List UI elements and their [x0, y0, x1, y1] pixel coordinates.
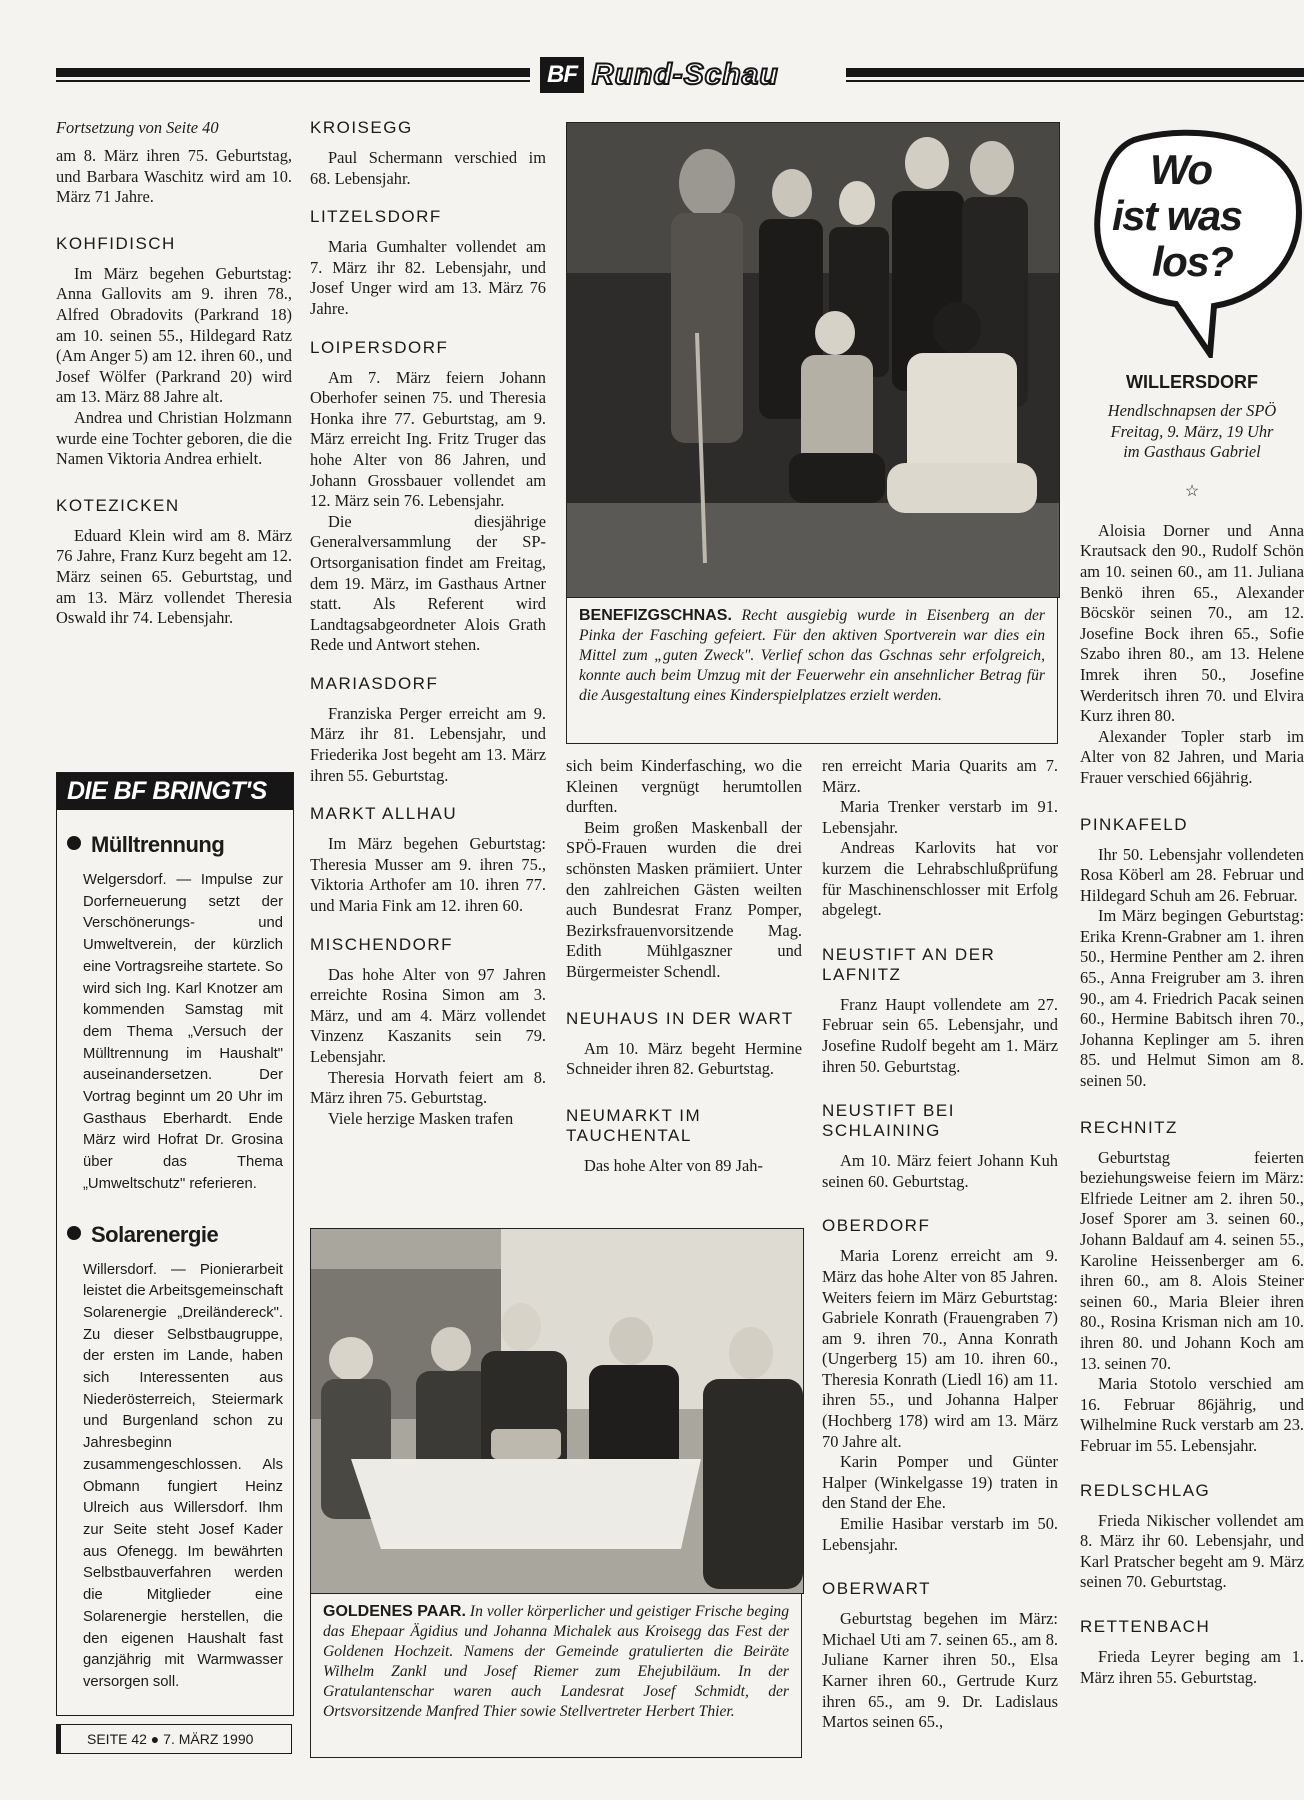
- article-text: Frieda Nikischer vollendet am 8. März ihr 60. Lebensjahr, und Karl Pratscher begeht am 9. März seinen 70. Geburtstag.: [1080, 1510, 1304, 1592]
- page-footer: SEITE 42 ● 7. MÄRZ 1990: [56, 1724, 292, 1754]
- article-text: sich beim Kinderfasching, wo die Kleinen vergnügt herumtollen durften.: [566, 756, 802, 817]
- article-text: am 8. März ihren 75. Geburtstag, und Barbara Waschitz wird am 10. März 71 Jahre.: [56, 146, 292, 207]
- section-neuhaus: NEUHAUS IN DER WART: [566, 1008, 794, 1028]
- star-icon: ☆: [1184, 482, 1200, 500]
- section-neumarkt: NEUMARKT IM TAUCHENTAL: [566, 1105, 702, 1145]
- section-pinkafeld: PINKAFELD: [1080, 814, 1188, 834]
- article-text: Im März begehen Geburtstag: Anna Gallovits am 9. ihren 78., Alfred Obradovits (Parkrand 18) am 10. seinen 55., Hildegard Ratz (Am Anger 5) am 12. ihren 60., und Josef Wölfer (Parkrand 20) wird am 13. März 88 Jahre alt.: [56, 263, 292, 407]
- bringts-item-title: Solarenergie: [67, 1222, 293, 1248]
- bringts-item-text: Welgersdorf. — Impulse zur Dorferneuerung setzt der Verschönerungs- und Umweltverein, der kürzlich eine Vortragsreihe startete. So wird sich Ing. Karl Knotzer am kommenden Samstag mit dem Thema „Versuch der Mülltrennung im Haushalt" auseinandersetzen. Der Vortrag beginnt um 20 Uhr im Gasthaus Eberhardt. Ende März wird Hofrat Dr. Grosina über das Thema „Umweltschutz" referieren.: [83, 872, 283, 1192]
- article-text: Franziska Perger erreicht am 9. März ihr 81. Lebensjahr, und Friederika Jost begeht am 13. März ihren 55. Geburtstag.: [310, 703, 546, 785]
- section-neustift-schlaining: NEUSTIFT BEI SCHLAINING: [822, 1101, 955, 1141]
- caption-text: Recht ausgiebig wurde in Eisenberg an der Pinka der Fasching gefeiert. Für den aktiven Sportverein war dies ein Mittel zum „guten Zweck". Verlief schon das Gschnas sehr erfolgreich, konnte auch beim Umzug mit der Feuerwehr ein ansehnlicher Betrag für die Ausgestaltung eines Kinderspielplatzes erzielt werden.: [579, 607, 1046, 704]
- article-text: Aloisia Dorner und Anna Krautsack den 90., Rudolf Schön am 10. seinen 60., am 11. Juliana Benkö ihren 65., Alexander Böcskör seinen 70., am 12. Josefine Bock ihren 65., Sofie Szabo ihren 80., am 13. Helene Imrek ihren 50., Josefine Werderitsch ihren 70. und Elvira Kurz ihren 80.: [1080, 520, 1304, 726]
- bf-logo: BF: [540, 57, 584, 93]
- article-text: Das hohe Alter von 89 Jah-: [584, 1155, 763, 1175]
- event-detail: im Gasthaus Gabriel: [1123, 442, 1261, 462]
- section-kroisegg: KROISEGG: [310, 118, 413, 137]
- caption-title: BENEFIZGSCHNAS.: [579, 607, 732, 624]
- event-title: WILLERSDORF: [1126, 372, 1258, 392]
- article-text: Ihr 50. Lebensjahr vollendeten Rosa Köberl am 28. Februar und Hildegard Schuh am 26. Februar.: [1080, 844, 1304, 905]
- bf-bringts-box: [56, 772, 294, 1716]
- section-kotezicken: KOTEZICKEN: [56, 495, 180, 515]
- bubble-line: ist was: [1112, 192, 1242, 239]
- article-text: Geburtstag begehen im März: Michael Uti am 7. seinen 65., am 8. Juliane Karner ihren 50., Elsa Karner ihren 60., Gertrude Kurz ihren 65., am 9. Dr. Ladislaus Martos seinen 65.,: [822, 1609, 1058, 1732]
- article-text: Maria Gumhalter vollendet am 7. März ihr 82. Lebensjahr, und Josef Unger wird am 13. März 76 Jahre.: [310, 237, 546, 318]
- section-rechnitz: RECHNITZ: [1080, 1117, 1178, 1137]
- section-kohfidisch: KOHFIDISCH: [56, 233, 176, 253]
- article-text: Am 7. März feiern Johann Oberhofer seinen 75. und Theresia Honka ihre 77. Geburtstag, am 9. März erreicht Ing. Fritz Truger das hohe Alter von 86 Jahren, und Johann Grossbauer vollendet am 12. März sein 76. Lebensjahr.: [310, 367, 546, 511]
- article-text: Am 10. März begeht Hermine Schneider ihren 82. Geburtstag.: [566, 1038, 802, 1079]
- photo-caption-benefizgschnas: [566, 598, 1058, 744]
- article-text: Viele herzige Masken trafen: [328, 1108, 514, 1128]
- article-text: ren erreicht Maria Quarits am 7. März.: [822, 756, 1058, 796]
- bubble-line: Wo: [1150, 146, 1212, 193]
- article-text: Frieda Leyrer beging am 1. März ihren 55. Geburtstag.: [1080, 1646, 1304, 1687]
- bullet-icon: [67, 1226, 81, 1240]
- photo-benefizgschnas: [566, 122, 1060, 598]
- event-detail: Hendlschnapsen der SPÖ: [1107, 401, 1277, 420]
- event-detail: Freitag, 9. März, 19 Uhr: [1110, 421, 1274, 441]
- section-mariasdorf: MARIASDORF: [310, 673, 439, 693]
- column-5: [1080, 372, 1304, 1688]
- article-text: Franz Haupt vollendete am 27. Februar sein 65. Lebensjahr, und Josefine Rudolf begeht am 1. März ihren 50. Geburtstag.: [822, 994, 1058, 1076]
- caption-title: GOLDENES PAAR.: [323, 1603, 466, 1620]
- column-4: [822, 756, 1058, 1733]
- article-text: Im März begehen Geburtstag: Theresia Musser am 9. ihren 75., Viktoria Arthofer am 10. ihren 77. und Maria Fink am 12. ihren 60.: [310, 834, 546, 916]
- article-text: Andrea und Christian Holzmann wurde eine Tochter geboren, die die Namen Viktoria Andrea erhielt.: [56, 407, 292, 469]
- column-3: [566, 756, 802, 1176]
- article-text: Beim großen Maskenball der SPÖ-Frauen wurden die drei schönsten Masken prämiiert. Unter den zahlreichen Gästen weilten auch Bundesrat Franz Pomper, Bezirksfrauenvorsitzende Mag. Edith Mühlgaszner und Bürgermeister Schendl.: [566, 817, 802, 981]
- caption-text: In voller körperlicher und geistiger Frische beging das Ehepaar Ägidius und Johanna Michalek aus Kroisegg das Fest der Goldenen Hochzeit. Namens der Gemeinde gratulierten die Beiräte Wilhelm Zankl und Josef Riemer zum Ehejubiläum. In der Gratulantenschar waren auch Landesrat Josef Schmidt, der Ortsvorsitzende Manfred Thier sowie Stellvertreter Herbert Thier.: [323, 1603, 789, 1720]
- section-rettenbach: RETTENBACH: [1080, 1616, 1211, 1636]
- article-text: Maria Stotolo verschied am 16. Februar 86jährig, und Wilhelmine Ruck verstarb am 23. Februar im 55. Lebensjahr.: [1080, 1374, 1304, 1455]
- wo-ist-was-los-bubble: [1094, 128, 1304, 358]
- section-oberwart: OBERWART: [822, 1579, 931, 1599]
- article-text: Im März begingen Geburtstag: Erika Krenn-Grabner am 1. ihren 50., Hermine Penther am 2. ihren 65., Anna Freigruber am 3. ihren 90., am 4. Friedrich Pacak seinen 60., Hermine Babitsch ihren 70., Johanna Keplinger am 5. ihren 85. und Helmut Simon am 8. seinen 50.: [1080, 906, 1304, 1091]
- section-mischendorf: MISCHENDORF: [310, 934, 454, 954]
- photo-couple-image: [311, 1229, 803, 1593]
- article-text: Paul Schermann verschied im 68. Lebensjahr.: [310, 148, 546, 188]
- bringts-item-text: Willersdorf. — Pionierarbeit leistet die Arbeitsgemeinschaft Solarenergie „Dreiländereck". Zu dieser Selbstbaugruppe, der ersten im Lande, haben sich Interessenten aus Niederösterreich, Steiermark und Burgenland schon zu Jahresbeginn zusammengeschlossen. Als Obmann fungiert Heinz Ulreich aus Willersdorf. Ihm zur Seite steht Josef Kader aus Ofenegg. Im bewährten Selbstbauverfahren werden die Mitglieder eine Solarenergie herstellen, die den eigenen Haushalt fast ganzjährig mit Warmwasser versorgen soll.: [83, 1261, 283, 1690]
- section-oberdorf: OBERDORF: [822, 1216, 931, 1236]
- article-text: Theresia Horvath feiert am 8. März ihren 75. Geburtstag.: [310, 1067, 546, 1108]
- article-text: Die diesjährige Generalversammlung der SP-Ortsorganisation findet am Freitag, dem 19. März, im Gasthaus Artner statt. Als Referent wird Landtagsabgeordneter Alois Grath Rede und Antwort stehen.: [310, 511, 546, 655]
- article-text: Andreas Karlovits hat vor kurzem die Lehrabschlußprüfung für Maschinenschlosser mit Erfolg abgelegt.: [822, 838, 1058, 920]
- article-text: Geburtstag feierten beziehungsweise feiern im März: Elfriede Leitner am 2. ihren 50., Josef Sporer am 3. seinen 60., Johann Baldauf am 4. seinen 55., Karoline Heissenberger am 6. ihren 60., am 8. Alois Steiner seinen 60., Maria Bleier ihren 80., Rosina Krisman nich am 10. ihren 80. und Johann Koch am 13. seinen 70.: [1080, 1147, 1304, 1373]
- bubble-line: los?: [1152, 238, 1233, 285]
- photo-masked-group-image: [567, 123, 1059, 597]
- section-neustift-lafnitz: NEUSTIFT AN DER LAFNITZ: [822, 944, 996, 984]
- article-text: Alexander Topler starb im Alter von 82 Jahren, und Maria Frauer verschied 66jährig.: [1080, 726, 1304, 787]
- article-text: Am 10. März feiert Johann Kuh seinen 60. Geburtstag.: [822, 1151, 1058, 1191]
- masthead: [540, 56, 779, 94]
- bullet-icon: [67, 836, 81, 850]
- photo-caption-goldenes-paar: [310, 1594, 802, 1758]
- section-litzelsdorf: LITZELSDORF: [310, 207, 442, 227]
- masthead-rule-right: [846, 68, 1304, 77]
- article-text: Maria Lorenz erreicht am 9. März das hohe Alter von 85 Jahren. Weiters feiern im März Geburtstag: Gabriele Konrath (Frauengraben 7) am 9. ihren 70., Anna Konrath (Ungerberg 15) am 10. ihren 60., Theresia Konrath (Liedl 16) am 11. ihren 55., und Johanna Halper (Hochberg 178) wird am 13. März 70 Jahre alt.: [822, 1246, 1058, 1451]
- article-text: Maria Trenker verstarb im 91. Lebensjahr.: [822, 797, 1058, 837]
- section-markt-allhau: MARKT ALLHAU: [310, 804, 458, 824]
- masthead-rule-left: [56, 68, 530, 77]
- bringts-item-title: Mülltrennung: [67, 832, 293, 858]
- column-2: [310, 118, 546, 1129]
- section-redlschlag: REDLSCHLAG: [1080, 1480, 1211, 1500]
- article-text: Das hohe Alter von 97 Jahren erreichte Rosina Simon am 3. März, und am 4. März vollendet Vinzenz Kaszanits sein 79. Lebensjahr.: [310, 964, 546, 1066]
- article-text: Karin Pomper und Günter Halper (Winkelgasse 19) traten in den Stand der Ehe.: [822, 1452, 1058, 1513]
- continuation-note: Fortsetzung von Seite 40: [56, 118, 219, 137]
- article-text: Emilie Hasibar verstarb im 50. Lebensjahr.: [822, 1514, 1058, 1554]
- section-loipersdorf: LOIPERSDORF: [310, 337, 449, 357]
- section-title: Rund-Schau: [592, 58, 779, 91]
- bf-bringts-header: DIE BF BRINGT'S: [57, 773, 293, 810]
- photo-goldenes-paar: [310, 1228, 804, 1594]
- article-text: Eduard Klein wird am 8. März 76 Jahre, Franz Kurz begeht am 12. März seinen 65. Geburtstag, und am 13. März vollendet Theresia Oswald ihr 74. Lebensjahr.: [56, 525, 292, 628]
- column-1: [56, 118, 292, 629]
